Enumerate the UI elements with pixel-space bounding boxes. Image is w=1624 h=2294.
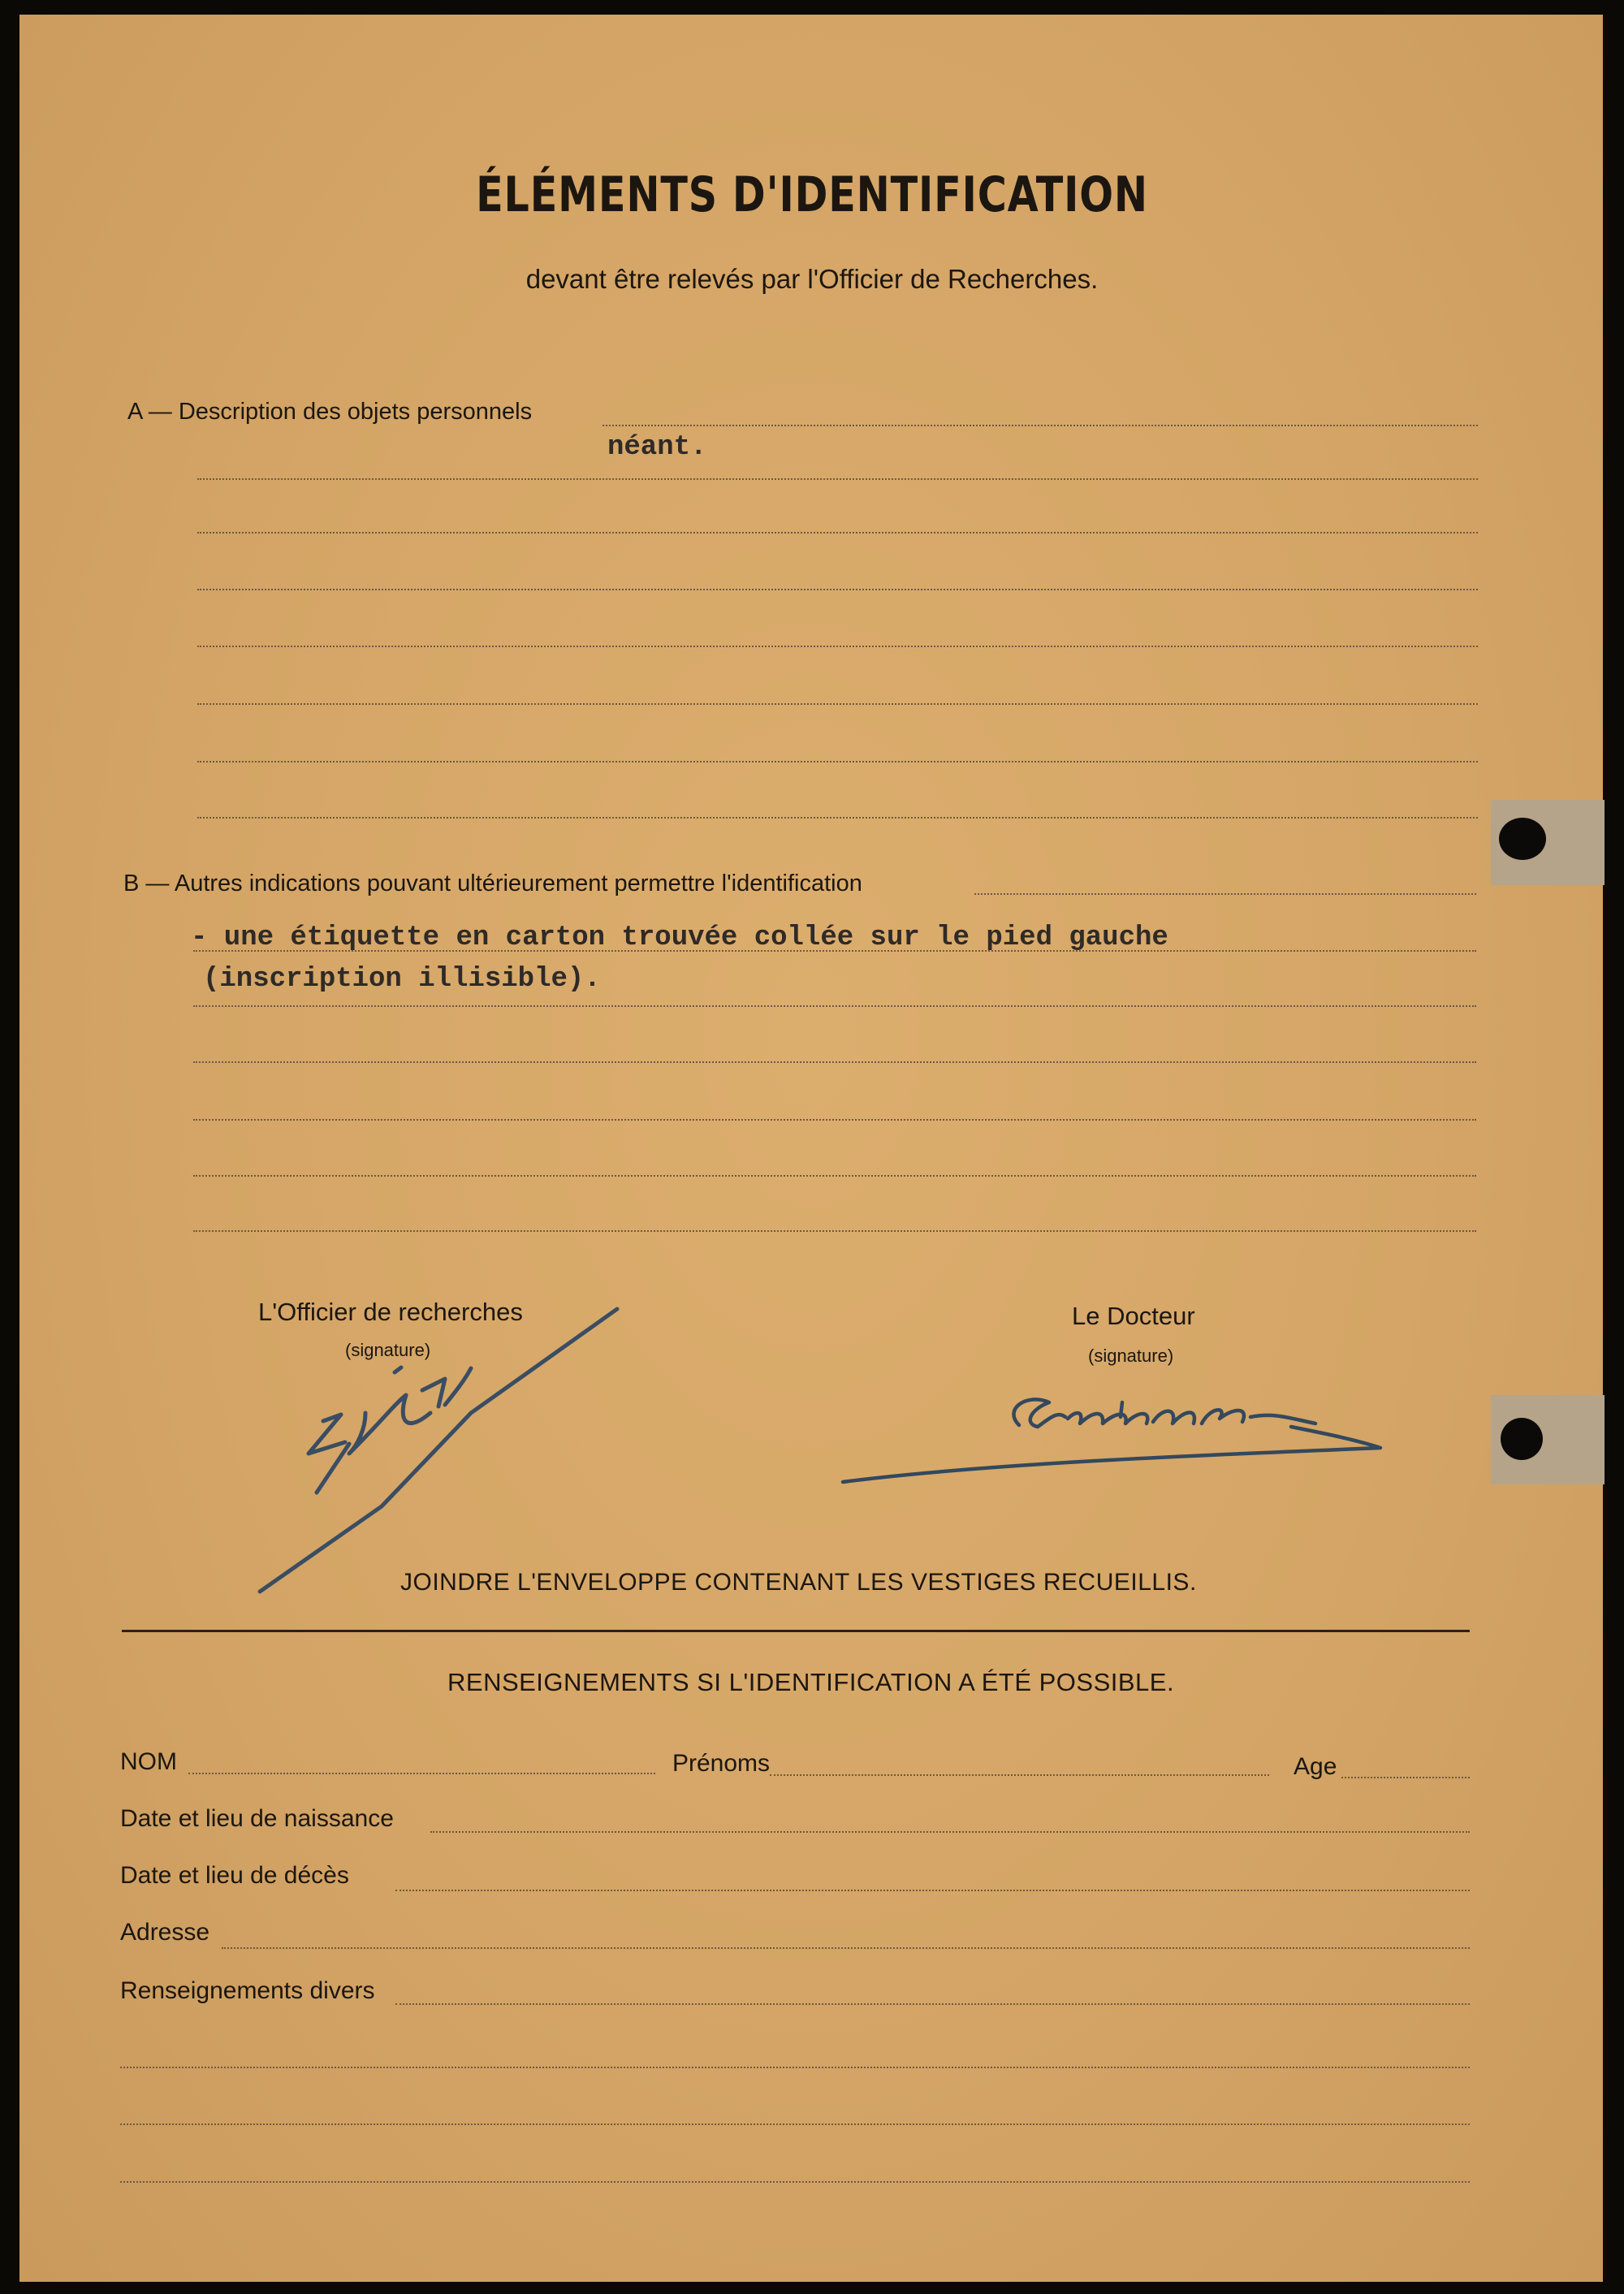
section-a-line-5 xyxy=(197,646,1478,647)
section-b-entry-line-2: (inscription illisible). xyxy=(203,964,601,995)
section-b-label: B — Autres indications pouvant ultérieurement permettre l'identification xyxy=(123,871,862,896)
naissance-label: Date et lieu de naissance xyxy=(120,1805,394,1832)
punch-hole-bottom xyxy=(1501,1418,1543,1460)
section-a-line-7 xyxy=(197,761,1478,763)
section-a-line-3 xyxy=(197,532,1478,534)
nom-field[interactable] xyxy=(188,1773,655,1774)
divers-field-line-4[interactable] xyxy=(120,2181,1470,2183)
doctor-title: Le Docteur xyxy=(1072,1302,1195,1330)
form-sheet xyxy=(19,15,1603,2282)
form-subtitle: devant être relevés par l'Officier de Recherches. xyxy=(525,264,1099,294)
officer-title: L'Officier de recherches xyxy=(258,1298,523,1326)
age-label: Age xyxy=(1294,1753,1337,1780)
section-separator xyxy=(122,1630,1470,1632)
section-b-line-5 xyxy=(193,1119,1476,1121)
section-a-line-4 xyxy=(197,589,1478,590)
section-a-label: A — Description des objets personnels xyxy=(127,399,533,425)
doctor-signature-caption: (signature) xyxy=(1088,1346,1174,1366)
section-b-line-6 xyxy=(193,1175,1476,1177)
section-a-line-6 xyxy=(197,703,1478,705)
naissance-field[interactable] xyxy=(430,1831,1470,1833)
section-b-entry-line-1: - une étiquette en carton trouvée collée sur le pied gauche xyxy=(191,922,1168,953)
nom-label: NOM xyxy=(120,1748,177,1775)
section-a-line-8 xyxy=(197,817,1478,819)
officer-signature xyxy=(227,1299,633,1608)
divers-label: Renseignements divers xyxy=(120,1977,375,2004)
prenoms-label: Prénoms xyxy=(672,1750,771,1777)
divers-field-line-2[interactable] xyxy=(120,2067,1470,2068)
section-b-line-3 xyxy=(193,1005,1476,1007)
prenoms-field[interactable] xyxy=(770,1774,1269,1776)
section-b-line-1 xyxy=(974,893,1476,895)
deces-label: Date et lieu de décès xyxy=(120,1862,349,1889)
section-b-line-7 xyxy=(193,1230,1476,1232)
doctor-signature xyxy=(836,1360,1389,1490)
identification-heading: RENSEIGNEMENTS SI L'IDENTIFICATION A ÉTÉ POSSIBLE. xyxy=(447,1668,1175,1696)
section-a-line-1 xyxy=(603,425,1478,426)
section-b-line-4 xyxy=(193,1061,1476,1063)
divers-field-line-3[interactable] xyxy=(120,2123,1470,2125)
deces-field[interactable] xyxy=(395,1890,1470,1891)
divers-field-line-1[interactable] xyxy=(395,2003,1470,2005)
section-a-line-2 xyxy=(197,478,1478,480)
adresse-label: Adresse xyxy=(120,1919,210,1946)
section-b-line-2 xyxy=(193,950,1476,952)
punch-hole-top xyxy=(1499,818,1546,860)
section-a-entry: néant. xyxy=(607,432,707,463)
form-title: ÉLÉMENTS D'IDENTIFICATION xyxy=(476,166,1148,223)
adresse-field[interactable] xyxy=(222,1947,1470,1949)
officer-signature-caption: (signature) xyxy=(345,1340,431,1360)
enclosure-note: JOINDRE L'ENVELOPPE CONTENANT LES VESTIGES RECUEILLIS. xyxy=(400,1569,1197,1596)
age-field[interactable] xyxy=(1341,1777,1470,1778)
